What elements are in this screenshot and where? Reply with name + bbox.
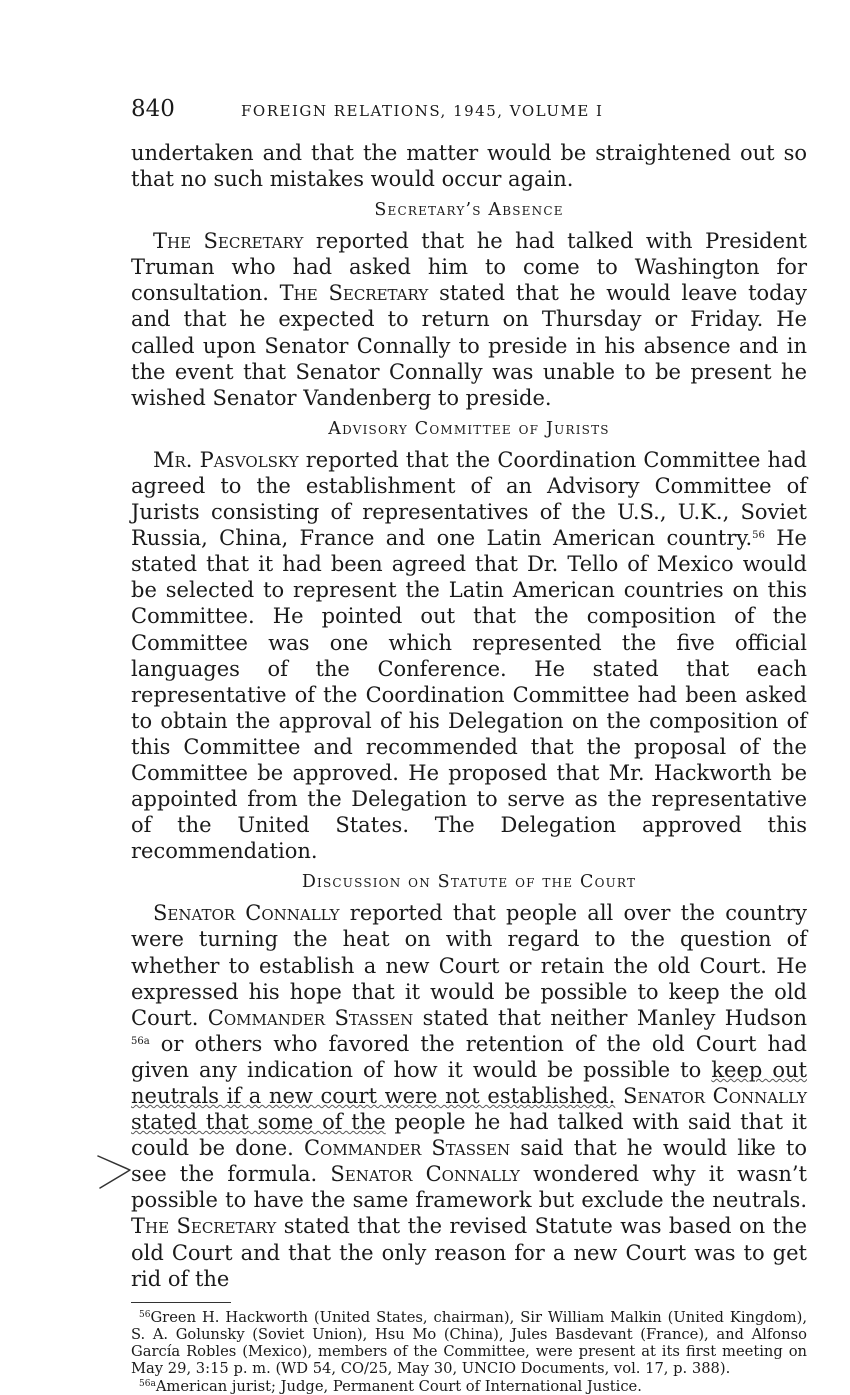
footnote-ref-56a: 56a — [131, 1035, 150, 1047]
handwritten-margin-mark-icon — [96, 1148, 136, 1192]
paragraph-statute-of-court: Senator Connally reported that people all over the country were turning the heat on with regard to the question of whether to establish a new Court or retain the old Court. He expressed his hope that it would be possible to keep the old Court. Commander Stassen stated that neither Manley Hudson $^{56a}$ or others who favored the retention of the old Court had given any indication of how it would be possible to keep out neutrals if a new court were not established. Senator Connally stated that some of the people he had talked with said that it could be done. Commander Stassen said that he would like to see the formula. Senator Connally wondered why it wasn’t possible to have the same framework but exclude the neutrals. The Secretary stated that the revised Statute was based on the old Court and that the only reason for a new Court was to get rid of the — [131, 901, 808, 1291]
section-heading-advisory-committee: Advisory Committee of Jurists — [328, 418, 610, 439]
footnote-divider — [131, 1302, 231, 1303]
paragraph-continuation: undertaken and that the matter would be straightened out so that no such mistakes would occur again. — [131, 141, 807, 192]
handwritten-underline-2: stated that some of the — [131, 1110, 386, 1135]
page-number: 840 — [131, 96, 175, 122]
page-header — [131, 96, 807, 126]
section-heading-statute-of-court: Discussion on Statute of the Court — [301, 872, 637, 893]
paragraph-advisory-committee: Mr. Pasvolsky reported that the Coordination Committee had agreed to the establishment of an Advisory Committee of Jurists consisting of representatives of the U.S., U.K., Soviet Russia, China, France and one Latin American country.$^{56}$ He stated that it had been agreed that Dr. Tello of Mexico would be selected to represent the Latin American countries on this Committee. He pointed out that the composition of the Committee was one which represented the five official languages of the Conference. He stated that each representative of the Coordination Committee had been asked to obtain the approval of his Delegation on the composition of this Committee and recommended that the proposal of the Committee be approved. He proposed that Mr. Hackworth be appointed from the Delegation to serve as the representative of the United States. The Delegation approved this recommendation. — [131, 447, 807, 864]
section-heading-secretarys-absence: Secretary’s Absence — [374, 200, 564, 221]
paragraph-secretarys-absence: The Secretary reported that he had talked with President Truman who had asked him to come to Washington for consultation. The Secretary stated that he would leave today and that he expected to return on Thursday or Friday. He called upon Senator Connally to preside in his absence and in the event that Senator Connally was unable to be present he wished Senator Vandenberg to preside. — [131, 229, 807, 410]
footnote-56a: $^{56a}$American jurist; Judge, Permanent Court of International Justice. — [139, 1377, 642, 1395]
footnote-ref-56: 56 — [752, 530, 765, 542]
footnote-56: $^{56}$Green H. Hackworth (United States, chairman), Sir William Malkin (United Kingdom), S. A. Golunsky (Soviet Union), Hsu Mo (China), Jules Basdevant (France), and Alfonso García Robles (Mexico), members of the Committee, were present at its first meeting on May 29, 3:15 p. m. (WD 54, CO/25, May 30, UNCIO Documents, vol. 17, p. 388). — [131, 1308, 807, 1378]
handwritten-underline-1: keep out neutrals if a new court were not established. — [131, 1057, 807, 1108]
running-head: FOREIGN RELATIONS, 1945, VOLUME I — [241, 102, 604, 120]
document-page — [131, 96, 807, 1395]
